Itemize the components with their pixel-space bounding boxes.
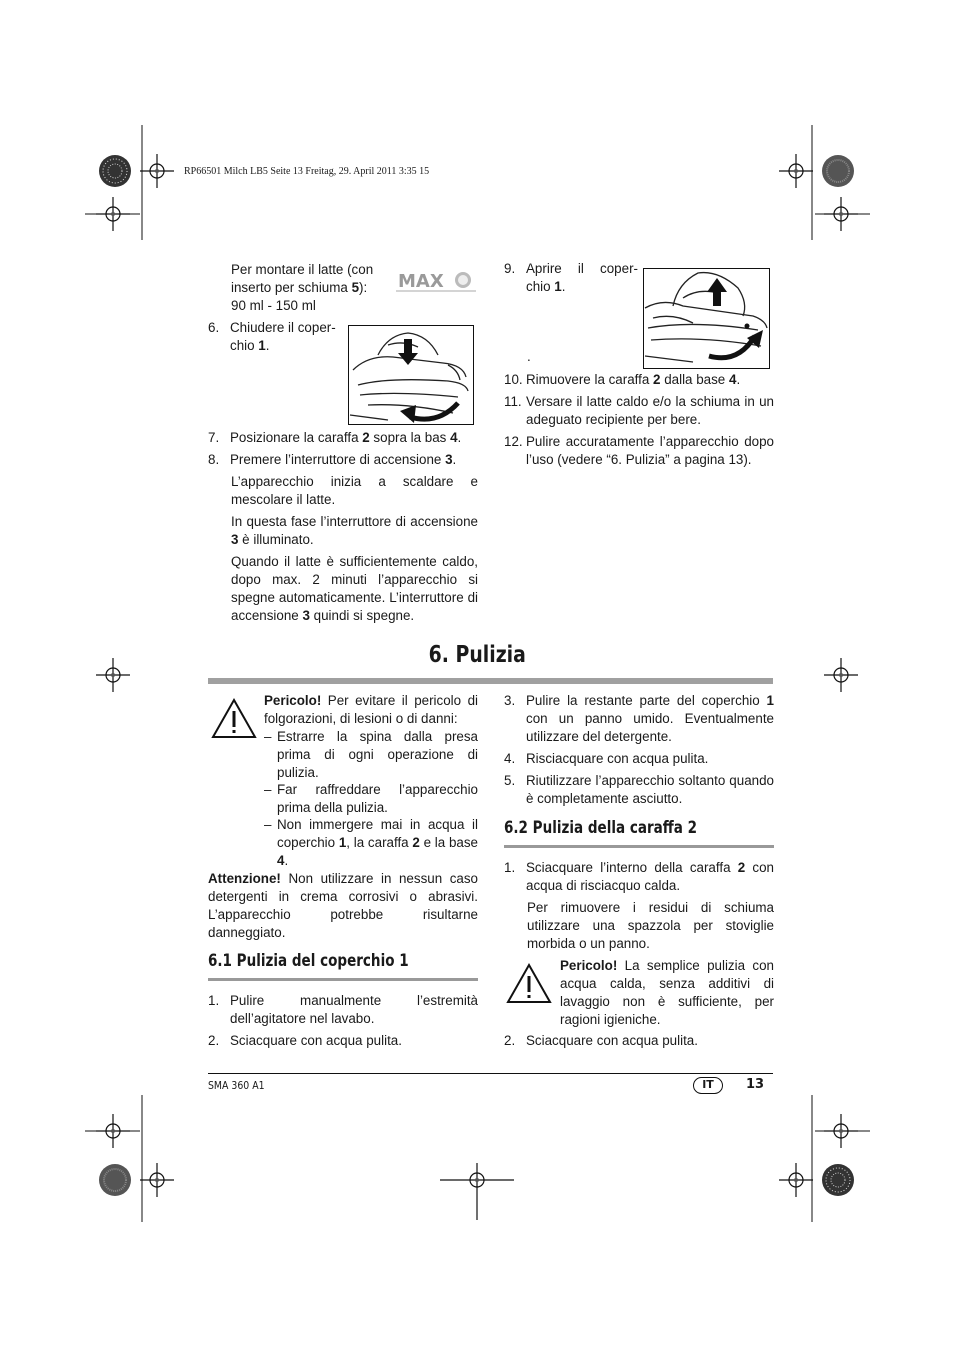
ref-5: 5 bbox=[351, 280, 360, 295]
step-text: chio bbox=[230, 338, 259, 353]
step-text: Chiudere il coper- bbox=[230, 320, 336, 335]
step-text: . bbox=[265, 338, 270, 353]
step-text: . bbox=[561, 279, 566, 294]
step-text: Pulire accuratamente l’apparecchio dopo l’uso (vedere “6. Pulizia” a pagina 13). bbox=[526, 434, 774, 467]
danger-warning bbox=[264, 692, 478, 728]
step-text: Premere l’interruttore di accensione bbox=[230, 452, 446, 467]
step-text: con un panno umido. Eventualmente utilizzare del detergente. bbox=[526, 711, 774, 744]
step-number: 7. bbox=[208, 430, 220, 445]
page-number: 13 bbox=[746, 1077, 765, 1092]
step-text: Aprire il coper- bbox=[526, 261, 638, 276]
step-text: Rimuovere la caraffa bbox=[526, 372, 654, 387]
step-text: Sciacquare con acqua pulita. bbox=[526, 1033, 698, 1048]
step-text: . bbox=[736, 372, 741, 387]
subheading-rule bbox=[208, 978, 478, 981]
ref-1: 1 bbox=[258, 338, 266, 353]
intro-line-1: Per montare il latte (con bbox=[231, 262, 374, 277]
bullet-text: Estrarre la spina dalla presa prima di ogni operazione di pulizia. bbox=[277, 729, 478, 780]
attention-text: Non utilizzare in nessun caso detergenti in crema corrosivi o abrasivi. L’apparecchio potrebbe risultarne danneggiato. bbox=[208, 871, 478, 940]
open-lid-illustration bbox=[643, 268, 770, 369]
max-text: MAX bbox=[398, 271, 444, 292]
intro-line-3: 90 ml - 150 ml bbox=[231, 298, 316, 313]
section-title-wrap bbox=[0, 642, 954, 668]
step-number: 10. bbox=[504, 372, 523, 387]
step-text: Risciacquare con acqua pulita. bbox=[526, 751, 709, 766]
para-text: Quando il latte è sufficientemente caldo, dopo max. 2 minuti l’apparecchio si spegne automaticamente. L’interruttore di accensione bbox=[231, 554, 478, 623]
ref-3: 3 bbox=[231, 532, 239, 547]
milk-amount-intro bbox=[231, 261, 389, 315]
attention-note bbox=[208, 870, 478, 942]
step-text: Sciacquare con acqua pulita. bbox=[230, 1033, 402, 1048]
heading-6-1: 6.1 Pulizia del coperchio 1 bbox=[208, 951, 409, 970]
warning-text: Per evitare il pericolo di folgorazioni, di lesioni o di danni: bbox=[264, 693, 478, 726]
model-number: SMA 360 A1 bbox=[208, 1079, 265, 1092]
step-number: 1. bbox=[504, 860, 516, 875]
step-number: 3. bbox=[504, 693, 516, 708]
intro-line-2 bbox=[231, 279, 389, 297]
para-text: è illuminato. bbox=[238, 532, 314, 547]
ref-4: 4 bbox=[728, 372, 737, 387]
print-info-line: RP66501 Milch LB5 Seite 13 Freitag, 29. April 2011 3:35 15 bbox=[184, 166, 430, 177]
warning-triangle-icon bbox=[504, 962, 554, 1006]
bullet-dash: – bbox=[264, 782, 272, 797]
bullet-text: e la base bbox=[419, 835, 478, 850]
step-number: 2. bbox=[504, 1033, 516, 1048]
bullet-dash: – bbox=[264, 729, 272, 744]
step-text: . bbox=[452, 452, 457, 467]
ref-2: 2 bbox=[737, 860, 746, 875]
ref-3: 3 bbox=[302, 608, 310, 623]
step-number: 4. bbox=[504, 751, 516, 766]
step-number: 12. bbox=[504, 434, 523, 449]
ref-2: 2 bbox=[362, 430, 370, 445]
para-text: In questa fase l’interruttore di accensione bbox=[231, 514, 478, 529]
warning-label: Pericolo! bbox=[264, 693, 322, 708]
step-text: Posizionare la caraffa bbox=[230, 430, 363, 445]
ref-2: 2 bbox=[412, 835, 420, 850]
heading-6-2: 6.2 Pulizia della caraffa 2 bbox=[504, 818, 698, 837]
step-text: . bbox=[457, 430, 462, 445]
ref-1: 1 bbox=[766, 693, 774, 708]
step-number: 6. bbox=[208, 320, 220, 335]
subheading-rule bbox=[504, 845, 774, 848]
step-number: 8. bbox=[208, 452, 220, 467]
attention-label: Attenzione! bbox=[208, 871, 281, 886]
step-text: dalla base bbox=[660, 372, 729, 387]
ref-4: 4 bbox=[277, 853, 285, 868]
bullet-text: Non immergere mai in acqua il coperchio bbox=[277, 817, 478, 850]
para-text: quindi si spegne. bbox=[309, 608, 415, 623]
step-text: chio bbox=[526, 279, 555, 294]
bullet-text: . bbox=[284, 853, 289, 868]
hygiene-warning bbox=[560, 957, 774, 1029]
language-badge: IT bbox=[693, 1077, 723, 1094]
ref-2: 2 bbox=[653, 372, 661, 387]
intro-text: inserto per schiuma bbox=[231, 280, 352, 295]
bullet-text: Far raffreddare l’apparecchio prima della pulizia. bbox=[277, 782, 478, 815]
illuminated-paragraph bbox=[231, 513, 478, 549]
ref-3: 3 bbox=[445, 452, 453, 467]
intro-colon: ): bbox=[359, 280, 368, 295]
step-text: Versare il latte caldo e/o la schiuma in un adeguato recipiente per bere. bbox=[526, 394, 774, 427]
brush-paragraph: Per rimuovere i residui di schiuma utilizzare una spazzola per stoviglie morbida o un panno. bbox=[527, 900, 774, 951]
footer-rule bbox=[208, 1073, 773, 1074]
step-text: Sciacquare l’interno della caraffa bbox=[526, 860, 738, 875]
ref-4: 4 bbox=[450, 430, 458, 445]
step-text: sopra la bas bbox=[369, 430, 451, 445]
step-number: 2. bbox=[208, 1033, 220, 1048]
section-title: 6. Pulizia bbox=[428, 642, 526, 668]
ref-1: 1 bbox=[554, 279, 562, 294]
bullet-dash: – bbox=[264, 817, 272, 832]
step-text: Riutilizzare l’apparecchio soltanto quando è completamente asciutto. bbox=[526, 773, 774, 806]
warning-triangle-icon bbox=[210, 697, 258, 741]
step-number: 1. bbox=[208, 993, 220, 1008]
stray-dot: . bbox=[527, 349, 531, 364]
auto-off-paragraph bbox=[231, 553, 478, 625]
step-number: 9. bbox=[504, 261, 516, 276]
section-divider bbox=[208, 678, 773, 684]
bullet-text: , la caraffa bbox=[346, 835, 413, 850]
warning-label: Pericolo! bbox=[560, 958, 618, 973]
max-logo bbox=[396, 268, 476, 292]
step-text: Pulire la restante parte del coperchio bbox=[526, 693, 767, 708]
ref-1: 1 bbox=[338, 835, 347, 850]
close-lid-illustration bbox=[348, 325, 474, 425]
warning-text: La semplice pulizia con acqua calda, senza additivi di lavaggio non è sufficiente, per ragioni igieniche. bbox=[560, 958, 774, 1027]
heating-paragraph: L’apparecchio inizia a scaldare e mescolare il latte. bbox=[231, 474, 478, 507]
step-number: 5. bbox=[504, 773, 516, 788]
step-number: 11. bbox=[504, 394, 522, 409]
step-text: Pulire manualmente l’estremità dell’agitatore nel lavabo. bbox=[230, 993, 478, 1026]
step-text: con acqua di risciacquo calda. bbox=[526, 860, 774, 893]
